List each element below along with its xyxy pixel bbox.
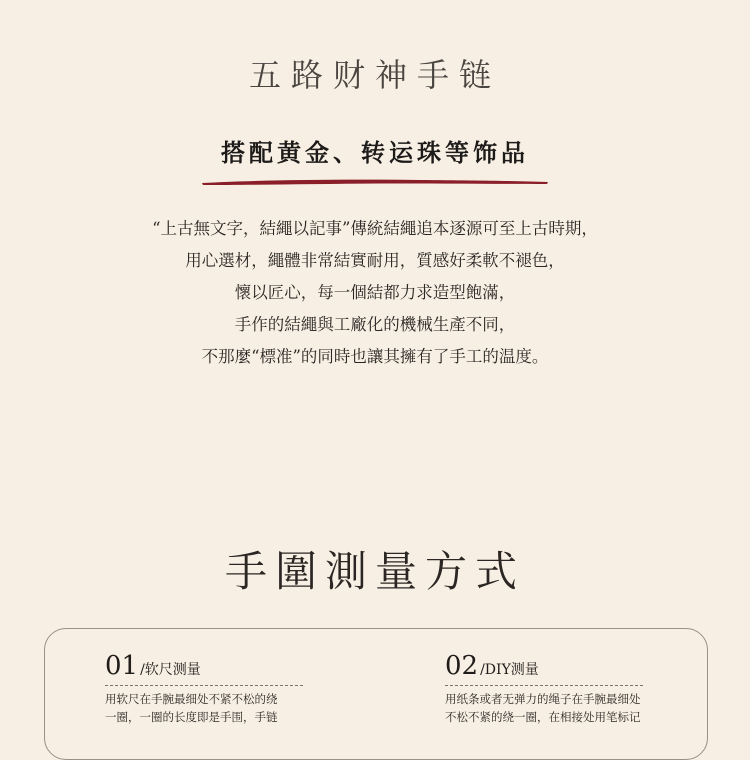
method-description: 用软尺在手腕最细处不紧不松的绕 一圈，一圈的长度即是手围，手链: [105, 692, 278, 724]
intro-line: 用心選材，繩體非常結實耐用，質感好柔軟不褪色，: [185, 251, 565, 270]
page-title: 五路财神手链: [248, 56, 501, 94]
section-title: 手圍測量方式: [224, 547, 525, 596]
method-number: 02: [445, 651, 479, 681]
method-label: /DIY测量: [480, 662, 539, 678]
subtitle-block: [0, 133, 750, 178]
intro-line: 手作的結繩與工廠化的機械生產不同，: [234, 315, 516, 334]
intro-line: 不那麼“標准”的同時也讓其擁有了手工的温度。: [201, 347, 549, 366]
method-card: [445, 651, 653, 726]
intro-paragraph: [0, 213, 750, 373]
measurement-panel: [44, 628, 708, 760]
intro-line: “上古無文字，結繩以記事”傳統結繩追本逐源可至上古時期，: [152, 219, 598, 238]
dashed-divider: [105, 685, 303, 686]
method-card: [105, 651, 313, 726]
subtitle: 搭配黄金、转运珠等饰品: [221, 138, 529, 167]
dashed-divider: [445, 685, 643, 686]
intro-line: 懷以匠心，每一個結都力求造型飽滿，: [234, 283, 516, 302]
method-label: /软尺测量: [140, 662, 201, 678]
method-heading: [105, 651, 313, 681]
brush-stroke-underline: [200, 177, 550, 187]
method-number: 01: [105, 651, 139, 681]
method-description: 用纸条或者无弹力的绳子在手腕最细处 不松不紧的绕一圈，在相接处用笔标记: [445, 692, 641, 724]
method-heading: [445, 651, 653, 681]
